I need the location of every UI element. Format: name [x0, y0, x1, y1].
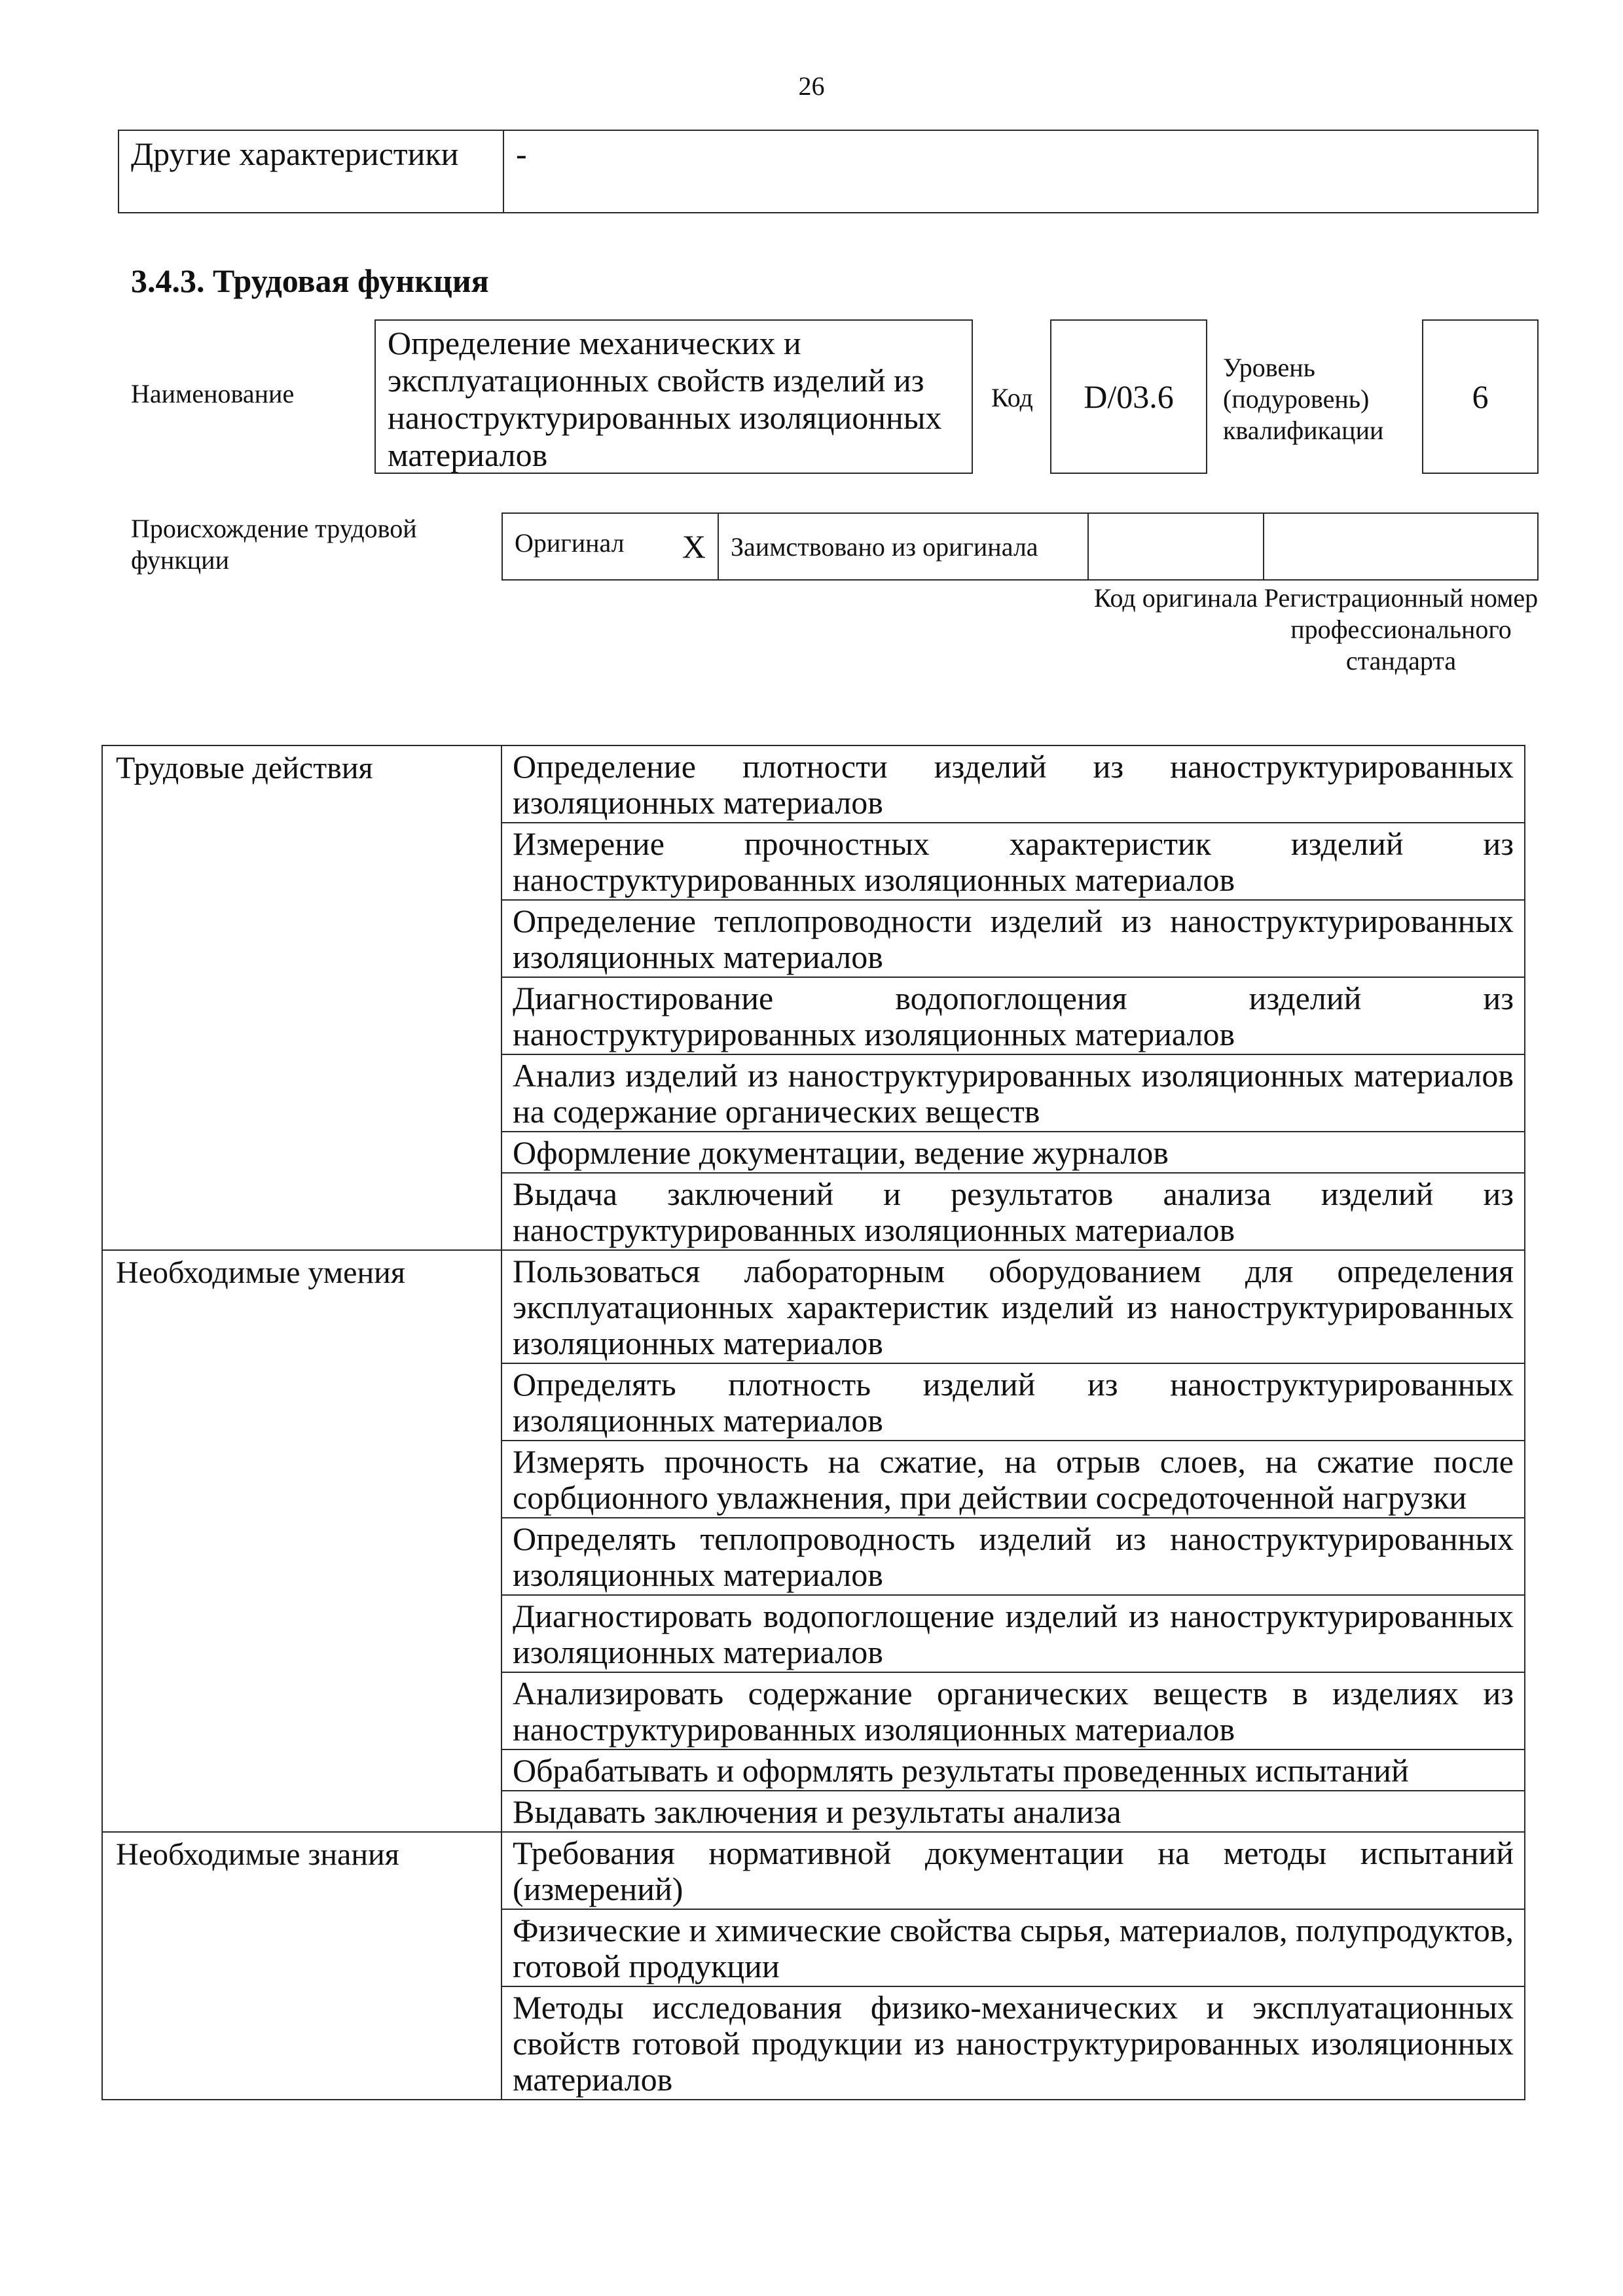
- knowledge-item: Методы исследования физико-механических и эксплуатационных свойств готовой продукции из наноструктурированных изоляционных материалов: [501, 1986, 1525, 2100]
- skills-item: Анализировать содержание органических веществ в изделиях из наноструктурированных изоляционных материалов: [501, 1672, 1525, 1749]
- origin-table: [501, 512, 1539, 581]
- section-label-knowledge: Необходимые знания: [102, 1832, 501, 2100]
- other-characteristics-row: [119, 130, 1538, 213]
- borrowed-label: Заимствовано из оригинала: [718, 513, 1088, 580]
- skills-item: Обрабатывать и оформлять результаты проведенных испытаний: [501, 1749, 1525, 1791]
- function-name-box: Определение механических и эксплуатационных свойств изделий из наноструктурированных изоляционных материалов: [374, 319, 973, 474]
- labor-function-table-body: [102, 745, 1525, 2100]
- section-title: 3.4.3. Трудовая функция: [131, 262, 489, 299]
- origin-original-cell: [502, 513, 718, 580]
- actions-item: Измерение прочностных характеристик изделий из наноструктурированных изоляционных материалов: [501, 823, 1525, 900]
- level-box: [1422, 319, 1539, 474]
- actions-item: Диагностирование водопоглощения изделий из наноструктурированных изоляционных материалов: [501, 977, 1525, 1054]
- skills-item: Определять теплопроводность изделий из наноструктурированных изоляционных материалов: [501, 1518, 1525, 1595]
- origin-label: Происхождение трудовой функции: [131, 514, 417, 575]
- section-label-actions: Трудовые действия: [102, 745, 501, 1250]
- knowledge-item: Требования нормативной документации на методы испытаний (измерений): [501, 1832, 1525, 1909]
- other-characteristics-value: -: [503, 130, 1538, 213]
- other-characteristics-label: Другие характеристики: [119, 130, 503, 213]
- actions-item: Оформление документации, ведение журналов: [501, 1132, 1525, 1173]
- table-row: [102, 1832, 1525, 1909]
- actions-item: Определение плотности изделий из наноструктурированных изоляционных материалов: [501, 745, 1525, 823]
- skills-item: Пользоваться лабораторным оборудованием для определения эксплуатационных характеристик изделий из наноструктурированных изоляционных материалов: [501, 1250, 1525, 1363]
- origin-row: [502, 513, 1538, 580]
- code-value: D/03.6: [1084, 378, 1174, 415]
- knowledge-item: Физические и химические свойства сырья, материалов, полупродуктов, готовой продукции: [501, 1909, 1525, 1986]
- name-label: Наименование: [131, 379, 295, 408]
- code-original-caption: Код оригинала: [1093, 583, 1258, 613]
- actions-item: Определение теплопроводности изделий из наноструктурированных изоляционных материалов: [501, 900, 1525, 977]
- level-label: Уровень (подуровень) квалификации: [1223, 353, 1384, 445]
- other-characteristics-table: [118, 130, 1539, 213]
- reg-number-caption: Регистрационный номер профессионального стандарта: [1264, 583, 1539, 675]
- reg-number-cell: [1264, 513, 1538, 580]
- table-row: [102, 745, 1525, 823]
- code-label: Код: [991, 383, 1033, 412]
- page-number: 26: [798, 71, 825, 101]
- original-mark: X: [682, 528, 706, 565]
- code-box: [1050, 319, 1207, 474]
- actions-item: Анализ изделий из наноструктурированных изоляционных материалов на содержание органических веществ: [501, 1054, 1525, 1132]
- level-value: 6: [1472, 378, 1489, 415]
- labor-function-table: [101, 745, 1525, 2100]
- skills-item: Диагностировать водопоглощение изделий из наноструктурированных изоляционных материалов: [501, 1595, 1525, 1672]
- code-original-cell: [1088, 513, 1264, 580]
- skills-item: Определять плотность изделий из наноструктурированных изоляционных материалов: [501, 1363, 1525, 1441]
- section-label-skills: Необходимые умения: [102, 1250, 501, 1832]
- actions-item: Выдача заключений и результатов анализа изделий из наноструктурированных изоляционных материалов: [501, 1173, 1525, 1250]
- table-row: [102, 1250, 1525, 1363]
- skills-item: Измерять прочность на сжатие, на отрыв слоев, на сжатие после сорбционного увлажнения, при действии сосредоточенной нагрузки: [501, 1441, 1525, 1518]
- skills-item: Выдавать заключения и результаты анализа: [501, 1791, 1525, 1832]
- original-label: Оригинал: [515, 528, 625, 558]
